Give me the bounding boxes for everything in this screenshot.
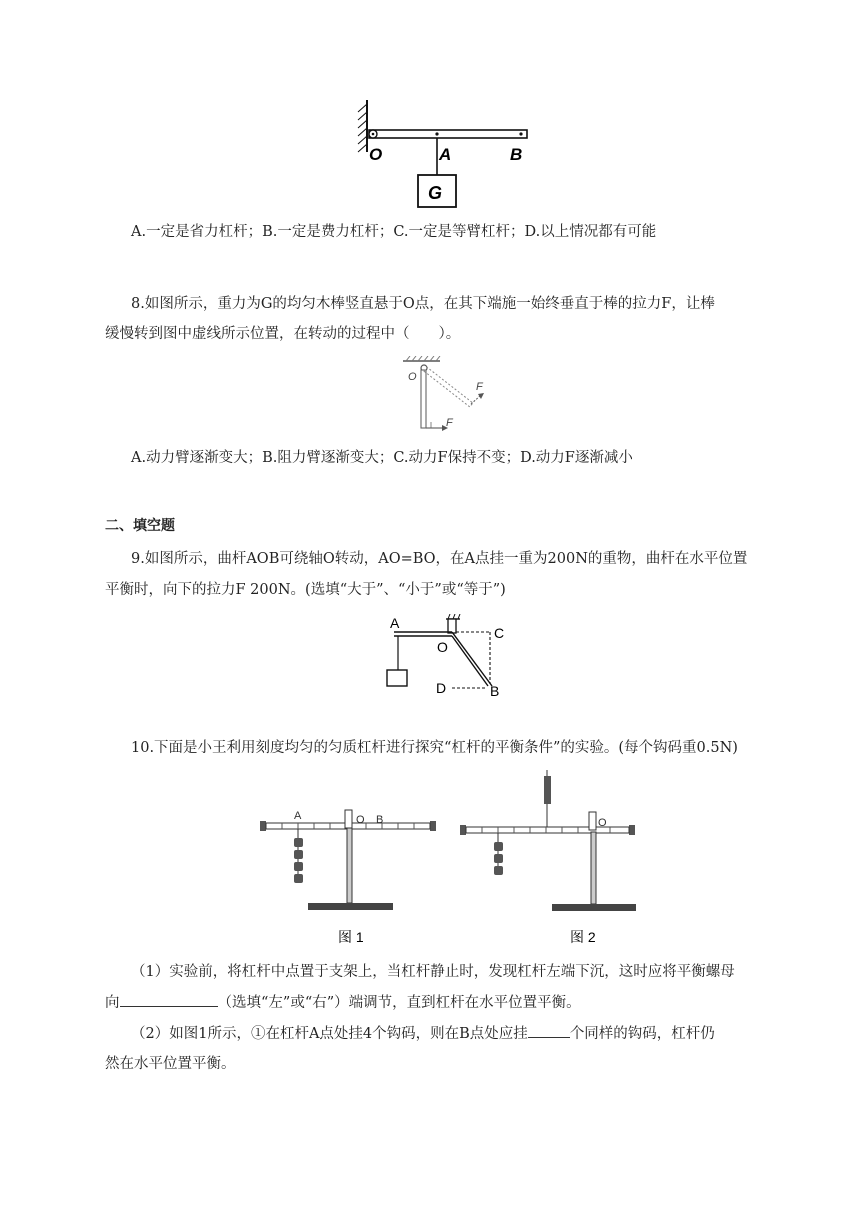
q8-label-f-rotated: F (476, 381, 483, 393)
q10-fig1-label-o: O (356, 814, 365, 826)
q7-label-b: B (510, 145, 523, 164)
q10-part2-suffix: 个同样的钩码，杠杆仍 (569, 1026, 715, 1042)
q9-label-a: A (390, 615, 400, 631)
q8-text-line2: 缓慢转到图中虚线所示位置，在转动的过程中（ ）。 (105, 326, 461, 342)
q7-label-a: A (439, 145, 452, 164)
q10-part2-prefix: （2）如图1所示，①在杠杆A点处挂4个钩码，则在B点处应挂 (131, 1026, 528, 1042)
section-title-fill-in: 二、填空题 (105, 518, 175, 534)
q10-experiment-figure (252, 770, 644, 946)
q10-part2-answer-blank[interactable] (528, 1023, 570, 1038)
q10-part1-line2 (105, 992, 581, 1013)
q10-fig1-caption: 图 1 (338, 929, 364, 945)
q9-text-line2: 平衡时，向下的拉力F 200N。(选填“大于”、“小于”或“等于”) (105, 582, 506, 598)
q9-text-line1: 9.如图所示，曲杆AOB可绕轴O转动，AO=BO，在A点挂一重为200N的重物，曲杆在水平位置 (131, 551, 748, 567)
q8-rod-figure (400, 356, 500, 436)
q8-label-f: F (446, 417, 453, 429)
q10-intro: 10.下面是小王利用刻度均匀的匀质杠杆进行探究“杠杆的平衡条件”的实验。(每个钩码重0.5N) (131, 740, 738, 756)
q9-label-d: D (436, 680, 447, 696)
q10-fig1-label-b: B (376, 814, 384, 826)
q9-label-c: C (494, 625, 505, 641)
q10-fig1-label-a: A (294, 810, 302, 822)
q10-fig1-apparatus (260, 810, 436, 910)
q10-part1-line1: （1）实验前，将杠杆中点置于支架上，当杠杆静止时，发现杠杆左端下沉，这时应将平衡螺母 (131, 964, 735, 980)
q7-label-o: O (369, 145, 383, 164)
q10-part1-suffix: （选填“左”或“右”）端调节，直到杠杆在水平位置平衡。 (217, 995, 581, 1011)
q9-label-b: B (490, 683, 500, 699)
q7-options: A.一定是省力杠杆；B.一定是费力杠杆；C.一定是等臂杠杆；D.以上情况都有可能 (131, 224, 657, 240)
q10-fig2-caption: 图 2 (570, 929, 596, 945)
q8-options: A.动力臂逐渐变大；B.阻力臂逐渐变大；C.动力F保持不变；D.动力F逐渐减小 (131, 450, 633, 466)
q7-lever-figure (355, 100, 535, 210)
q10-fig2-apparatus (460, 770, 636, 911)
q10-part1-answer-blank[interactable] (120, 992, 218, 1007)
q7-label-g: G (428, 183, 443, 203)
q8-label-o: O (408, 371, 417, 383)
q10-part2-line2: 然在水平位置平衡。 (105, 1056, 236, 1072)
q8-text-line1: 8.如图所示，重力为G的均匀木棒竖直悬于O点，在其下端施一始终垂直于棒的拉力F，让棒 (131, 296, 715, 312)
q9-curved-lever-figure (380, 614, 510, 704)
q9-label-o: O (437, 639, 448, 655)
q10-part1-prefix: 向 (105, 995, 120, 1011)
q10-part2-line1 (131, 1023, 715, 1044)
q10-fig2-label-o: O (598, 817, 607, 829)
